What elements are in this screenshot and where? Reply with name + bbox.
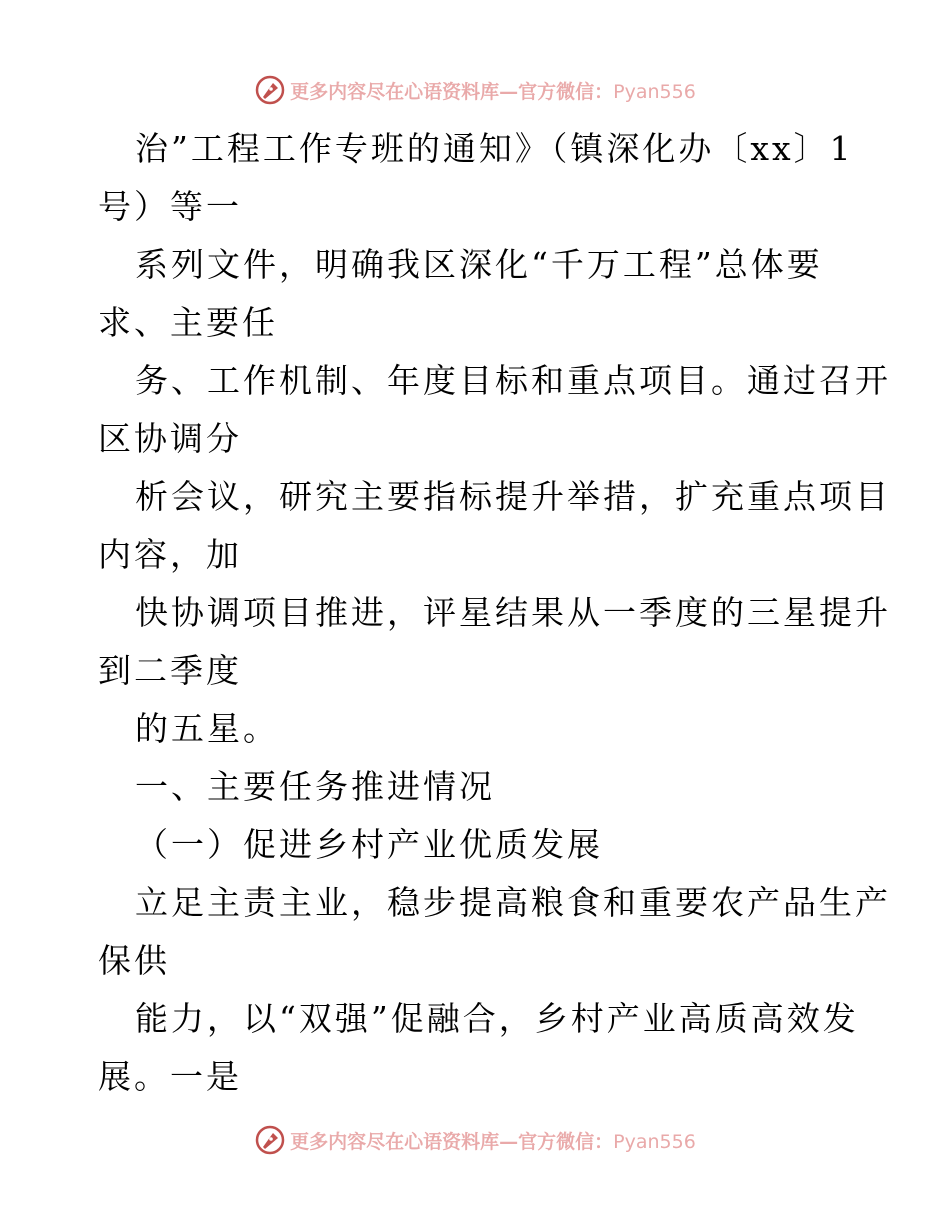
paragraph-line: 的五星。 — [135, 709, 279, 748]
watermark-wechat-id: Pyan556 — [613, 80, 696, 103]
paragraph-line: 立足主责主业，稳步提高粮食和重要农产品生产 — [135, 883, 891, 922]
paragraph-line: 治”工程工作专班的通知》（镇深化办〔xx〕1 — [135, 129, 854, 168]
paragraph-line: 能力，以“双强”促融合，乡村产业高质高效发 — [135, 999, 859, 1038]
pen-nib-logo-icon — [254, 1124, 286, 1156]
paragraph-line: 求、主要任 — [98, 303, 278, 342]
paragraph-line: 快协调项目推进，评星结果从一季度的三星提升 — [135, 593, 891, 632]
document-body — [98, 120, 891, 1106]
paragraph-line: 析会议，研究主要指标提升举措，扩充重点项目 — [135, 477, 891, 516]
subsection-heading: （一）促进乡村产业优质发展 — [135, 825, 603, 864]
watermark-text: 更多内容尽在心语资料库—官方微信：Pyan556 — [290, 80, 696, 103]
pen-nib-logo-icon — [254, 74, 286, 106]
paragraph-line: 系列文件，明确我区深化“千万工程”总体要 — [135, 245, 823, 284]
section-heading: 一、主要任务推进情况 — [135, 767, 495, 806]
watermark-wechat-id: Pyan556 — [613, 1130, 696, 1153]
paragraph-line: 内容，加 — [98, 535, 242, 574]
header-watermark — [0, 70, 950, 110]
paragraph-line: 到二季度 — [98, 651, 242, 690]
footer-watermark — [0, 1120, 950, 1160]
paragraph-line: 展。一是 — [98, 1057, 242, 1096]
paragraph-line: 区协调分 — [98, 419, 242, 458]
paragraph-line: 保供 — [98, 941, 170, 980]
watermark-text: 更多内容尽在心语资料库—官方微信：Pyan556 — [290, 1130, 696, 1153]
paragraph-line: 号）等一 — [98, 187, 242, 226]
paragraph-line: 务、工作机制、年度目标和重点项目。通过召开 — [135, 361, 891, 400]
